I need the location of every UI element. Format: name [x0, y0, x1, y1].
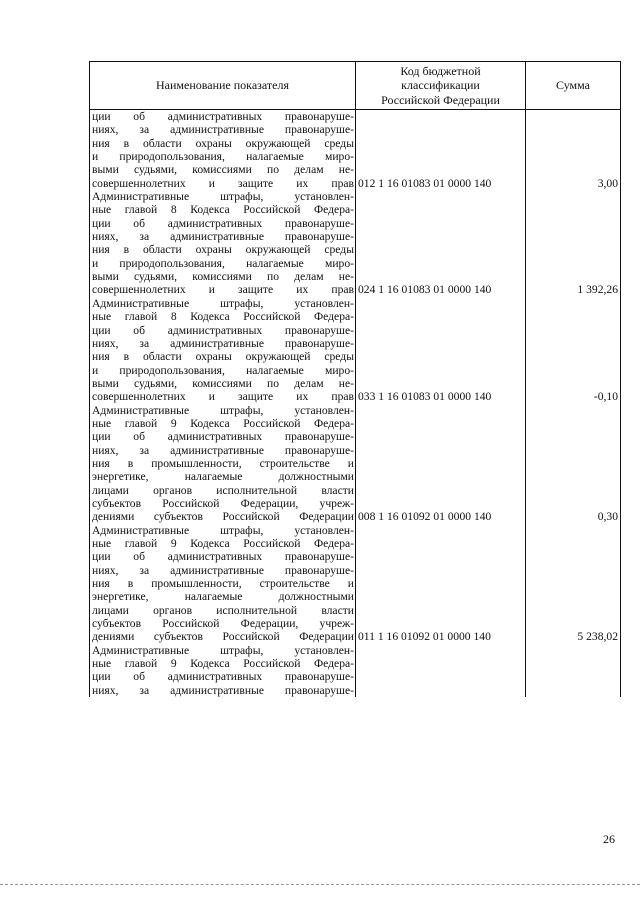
indicator-name-line: лицами органов исполнительной власти	[92, 603, 354, 617]
indicator-name-line: ные главой 9 Кодекса Российской Федера-	[92, 657, 354, 671]
indicator-name-line: выми судьями, комиссиями по делам не-	[92, 163, 354, 177]
budget-code-cell: 012 1 16 01083 01 0000 140	[356, 110, 526, 191]
budget-table	[89, 61, 621, 697]
indicator-name-cell	[90, 297, 356, 404]
indicator-name-line: субъектов Российской Федерации, учреж-	[92, 617, 354, 631]
indicator-name-line: ниях, за административные правонаруше-	[92, 443, 354, 457]
indicator-name-line: ния в промышленности, строительстве и	[92, 577, 354, 591]
indicator-name-line: ния в области охраны окружающей среды	[92, 136, 354, 150]
indicator-name-line: дениями субъектов Российской Федерации	[92, 510, 354, 524]
indicator-name-line: ции об административных правонаруше-	[92, 216, 354, 230]
indicator-name-line: ниях, за административные правонаруше-	[92, 123, 354, 137]
indicator-name-line: ные главой 8 Кодекса Российской Федера-	[92, 203, 354, 217]
indicator-name-line: ции об административных правонаруше-	[92, 670, 354, 684]
table-row	[90, 297, 621, 404]
table-row	[90, 524, 621, 644]
indicator-name-line: совершеннолетних и защите их прав	[92, 283, 354, 297]
indicator-name-line: и природопользования, налагаемые миро-	[92, 256, 354, 270]
indicator-name-cell	[90, 404, 356, 524]
amount-cell: 0,30	[526, 404, 621, 524]
budget-code-cell: 033 1 16 01083 01 0000 140	[356, 297, 526, 404]
budget-code-cell: 008 1 16 01092 01 0000 140	[356, 404, 526, 524]
indicator-name-line: энергетике, налагаемые должностными	[92, 470, 354, 484]
indicator-name-line: и природопользования, налагаемые миро-	[92, 150, 354, 164]
budget-code-cell: 024 1 16 01083 01 0000 140	[356, 190, 526, 297]
indicator-name-line: выми судьями, комиссиями по делам не-	[92, 376, 354, 390]
indicator-name-line: субъектов Российской Федерации, учреж-	[92, 496, 354, 510]
page-number: 26	[603, 832, 615, 846]
table-body	[90, 110, 621, 698]
indicator-name-cell	[90, 190, 356, 297]
amount-cell: 5 238,02	[526, 524, 621, 644]
amount-cell: 3,00	[526, 110, 621, 191]
table-header-row	[90, 62, 621, 110]
indicator-name-line: выми судьями, комиссиями по делам не-	[92, 270, 354, 284]
header-indicator-name: Наименование показателя	[90, 62, 356, 110]
indicator-name-line: Административные штрафы, установлен-	[92, 296, 354, 310]
indicator-name-line: ные главой 9 Кодекса Российской Федера-	[92, 416, 354, 430]
indicator-name-line: ния в области охраны окружающей среды	[92, 350, 354, 364]
footer-divider	[0, 884, 640, 885]
indicator-name-line: ции об административных правонаруше-	[92, 550, 354, 564]
budget-code-cell: 011 1 16 01092 01 0000 140	[356, 524, 526, 644]
indicator-name-line: ниях, за административные правонаруше-	[92, 683, 354, 697]
budget-code-cell	[356, 644, 526, 697]
indicator-name-line: лицами органов исполнительной власти	[92, 483, 354, 497]
indicator-name-line: дениями субъектов Российской Федерации	[92, 630, 354, 644]
indicator-name-line: совершеннолетних и защите их прав	[92, 390, 354, 404]
amount-cell: 1 392,26	[526, 190, 621, 297]
indicator-name-line: совершеннолетних и защите их прав	[92, 176, 354, 190]
indicator-name-cell	[90, 644, 356, 697]
indicator-name-line: Административные штрафы, установлен-	[92, 403, 354, 417]
header-amount: Сумма	[526, 62, 621, 110]
indicator-name-line: ния в области охраны окружающей среды	[92, 243, 354, 257]
indicator-name-line: Административные штрафы, установлен-	[92, 643, 354, 657]
amount-cell: -0,10	[526, 297, 621, 404]
indicator-name-line: ниях, за административные правонаруше-	[92, 230, 354, 244]
table-row	[90, 404, 621, 524]
indicator-name-line: ния в промышленности, строительстве и	[92, 456, 354, 470]
indicator-name-line: ные главой 8 Кодекса Российской Федера-	[92, 310, 354, 324]
header-budget-code: Код бюджетной классификации Российской Федерации	[356, 62, 526, 110]
amount-cell	[526, 644, 621, 697]
indicator-name-cell	[90, 524, 356, 644]
indicator-name-line: ниях, за административные правонаруше-	[92, 336, 354, 350]
indicator-name-cell	[90, 110, 356, 191]
indicator-name-line: ции об административных правонаруше-	[92, 323, 354, 337]
indicator-name-line: ные главой 9 Кодекса Российской Федера-	[92, 537, 354, 550]
table-row	[90, 644, 621, 697]
indicator-name-line: ции об административных правонаруше-	[92, 430, 354, 444]
indicator-name-line: ции об административных правонаруше-	[92, 110, 354, 123]
indicator-name-line: ниях, за административные правонаруше-	[92, 563, 354, 577]
indicator-name-line: Административные штрафы, установлен-	[92, 190, 354, 204]
table-row	[90, 110, 621, 191]
indicator-name-line: Административные штрафы, установлен-	[92, 523, 354, 537]
indicator-name-line: и природопользования, налагаемые миро-	[92, 363, 354, 377]
indicator-name-line: энергетике, налагаемые должностными	[92, 590, 354, 604]
table-row	[90, 190, 621, 297]
